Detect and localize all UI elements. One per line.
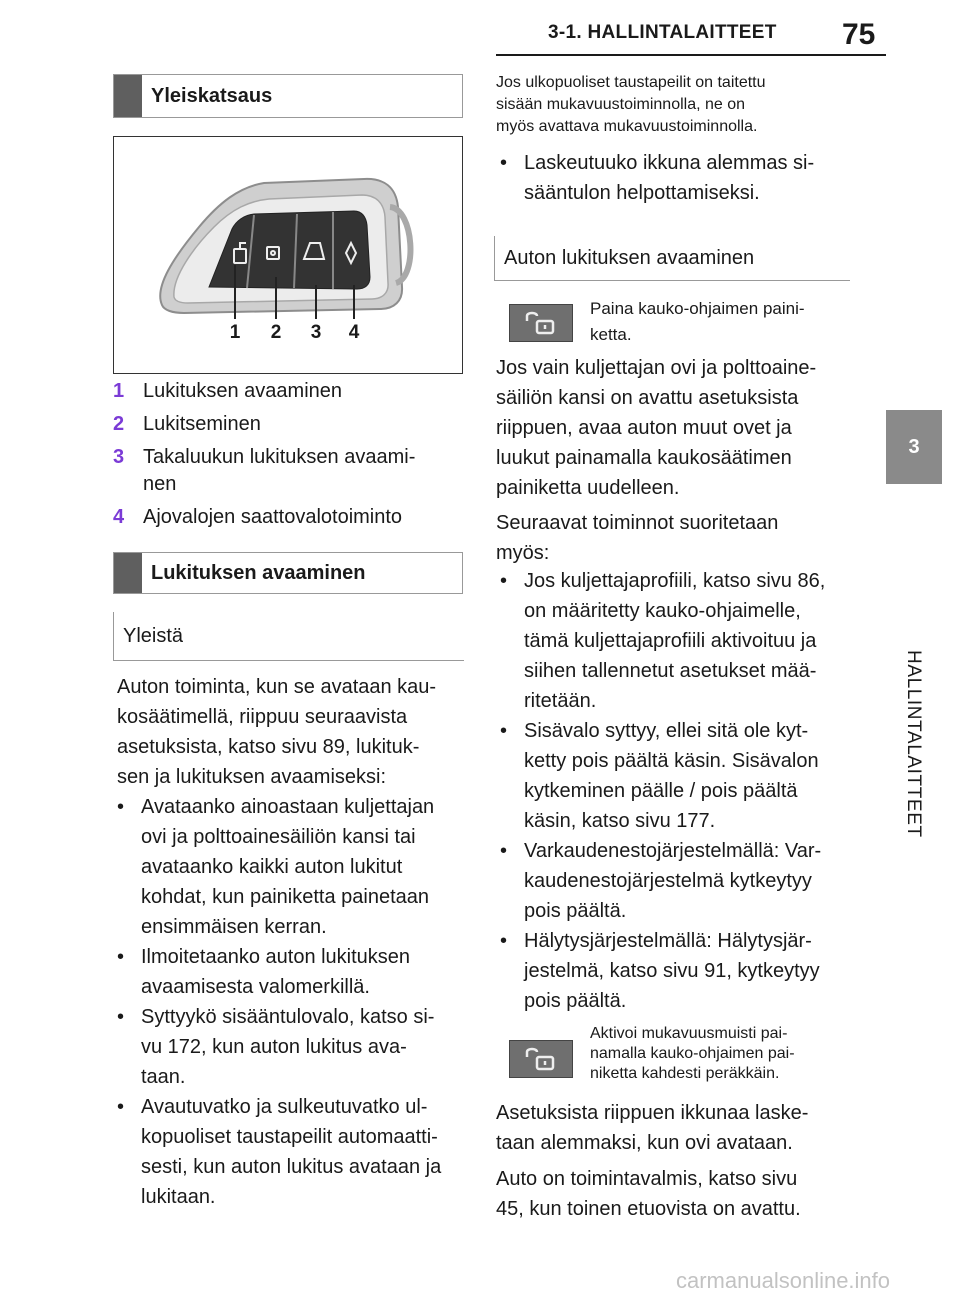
list-item: [113, 942, 465, 1002]
legend-text: Ajovalojen saattovalotoiminto: [143, 506, 403, 528]
chapter-tab-label: HALLINTALAITTEET: [903, 650, 924, 838]
bullet-dot: •: [500, 720, 508, 742]
right-paragraph-4: Auto on toimintavalmis, katso sivu 45, kun toinen etuovista on avattu.: [496, 1168, 801, 1220]
list-item-text: Laskeutuuko ikkuna alemmas si- sääntulon helpottamiseksi.: [524, 152, 815, 204]
right-paragraph-1: Jos vain kuljettajan ovi ja polttoaine- säiliön kansi on avattu asetuksista riippuen, avaa auton muut ovet ja luukut painamalla kaukosäätimen painiketta uudelleen.: [496, 357, 817, 499]
right-bullet-list: [496, 566, 856, 1016]
bullet-dot: •: [117, 1006, 125, 1028]
press-instruction: Paina kauko-ohjaimen paini- ketta.: [590, 299, 805, 344]
mirror-note: Jos ulkopuoliset taustapeilit on taitettu sisään mukavuustoiminnolla, ne on myös avattava mukavuustoiminnolla.: [496, 74, 766, 135]
legend-item: [113, 444, 463, 498]
chapter-title: 3-1. HALLINTALAITTEET: [548, 22, 777, 43]
list-item-text: Jos kuljettajaprofiili, katso sivu 86, on määritetty kauko-ohjaimelle, tämä kuljettajaprofiili aktivoituu ja siihen tallennetut asetukset mää- ritetään.: [524, 570, 826, 712]
legend-number: 3: [113, 446, 125, 468]
open-car-subheading: Auton lukituksen avaaminen: [494, 236, 850, 281]
right-paragraph-2: Seuraavat toiminnot suoritetaan myös:: [496, 512, 779, 564]
general-subheading: Yleistä: [113, 612, 464, 661]
list-item: [113, 1092, 465, 1212]
open-lock-icon: [521, 309, 561, 337]
callout-label: 4: [348, 322, 360, 343]
button-legend: [113, 378, 463, 537]
unlock-button-icon: [509, 304, 573, 342]
left-bullet-list: [113, 792, 465, 1212]
legend-item: [113, 411, 463, 438]
callout-label: 1: [229, 322, 241, 343]
intro-paragraph: Auton toiminta, kun se avataan kau- kosäätimellä, riippuu seuraavista asetuksista, katso sivu 89, lukituk- sen ja lukituksen avaamiseksi:: [117, 676, 437, 788]
heading-marker: [114, 75, 142, 117]
unlock-heading: [113, 552, 463, 594]
legend-number: 2: [113, 413, 125, 435]
bullet-dot: •: [117, 946, 125, 968]
unlock-button-icon-2: [509, 1040, 573, 1078]
callout-label: 2: [270, 322, 282, 343]
list-item: [113, 792, 465, 942]
list-item: [113, 1002, 465, 1092]
open-lock-icon: [521, 1045, 561, 1073]
heading-marker: [114, 553, 142, 593]
bullet-dot: •: [117, 1096, 125, 1118]
key-fob-image: [114, 137, 462, 373]
bullet-dot: •: [500, 152, 508, 174]
list-item: [496, 148, 856, 208]
legend-item: [113, 378, 463, 405]
list-item: [496, 836, 856, 926]
list-item-text: Syttyykö sisääntulovalo, katso si- vu 172, kun auton lukitus ava- taan.: [141, 1006, 435, 1088]
key-fob-illustration: [113, 136, 463, 374]
bullet-dot: •: [500, 930, 508, 952]
chapter-tab-number: 3: [908, 435, 920, 458]
list-item: [496, 566, 856, 716]
legend-text: Takaluukun lukituksen avaami- nen: [143, 446, 416, 495]
legend-item: [113, 504, 463, 531]
header-rule: [496, 54, 886, 56]
unlock-heading-text: Lukituksen avaaminen: [151, 561, 366, 584]
bullet-dot: •: [500, 570, 508, 592]
page-number: 75: [842, 18, 876, 51]
comfort-instruction: Aktivoi mukavuusmuisti pai- namalla kauko-ohjaimen pai- niketta kahdesti peräkkäin.: [590, 1025, 795, 1082]
list-item-text: Varkaudenestojärjestelmällä: Var- kaudenestojärjestelmä kytkeytyy pois päältä.: [524, 840, 822, 922]
bullet-dot: •: [117, 796, 125, 818]
list-item-text: Sisävalo syttyy, ellei sitä ole kyt- ketty pois päältä käsin. Sisävalon kytkeminen päälle / pois päältä käsin, katso sivu 177.: [524, 720, 819, 832]
legend-text: Lukitseminen: [143, 413, 261, 435]
bullet-dot: •: [500, 840, 508, 862]
list-item-text: Avataanko ainoastaan kuljettajan ovi ja polttoainesäiliön kansi tai avataanko kaikki auton lukitut kohdat, kun painiketta painetaan ensimmäisen kerran.: [141, 796, 435, 938]
legend-text: Lukituksen avaaminen: [143, 380, 343, 402]
legend-number: 1: [113, 380, 125, 402]
list-item: [496, 716, 856, 836]
callout-label: 3: [310, 322, 322, 343]
list-item: [496, 926, 856, 1016]
list-item-text: Avautuvatko ja sulkeutuvatko ul- kopuoliset taustapeilit automaatti- sesti, kun auton lukitus avataan ja lukitaan.: [141, 1096, 442, 1208]
list-item-text: Ilmoitetaanko auton lukituksen avaamisesta valomerkillä.: [141, 946, 411, 998]
window-bullet: [496, 148, 856, 208]
overview-heading-text: Yleiskatsaus: [151, 84, 273, 107]
legend-number: 4: [113, 506, 125, 528]
list-item-text: Hälytysjärjestelmällä: Hälytysjär- jestelmä, katso sivu 91, kytkeytyy pois päältä.: [524, 930, 820, 1012]
right-paragraph-3: Asetuksista riippuen ikkunaa laske- taan alemmaksi, kun ovi avataan.: [496, 1102, 809, 1154]
chapter-tab[interactable]: [886, 410, 942, 484]
overview-heading: [113, 74, 463, 118]
watermark: carmanualsonline.info: [676, 1268, 891, 1293]
